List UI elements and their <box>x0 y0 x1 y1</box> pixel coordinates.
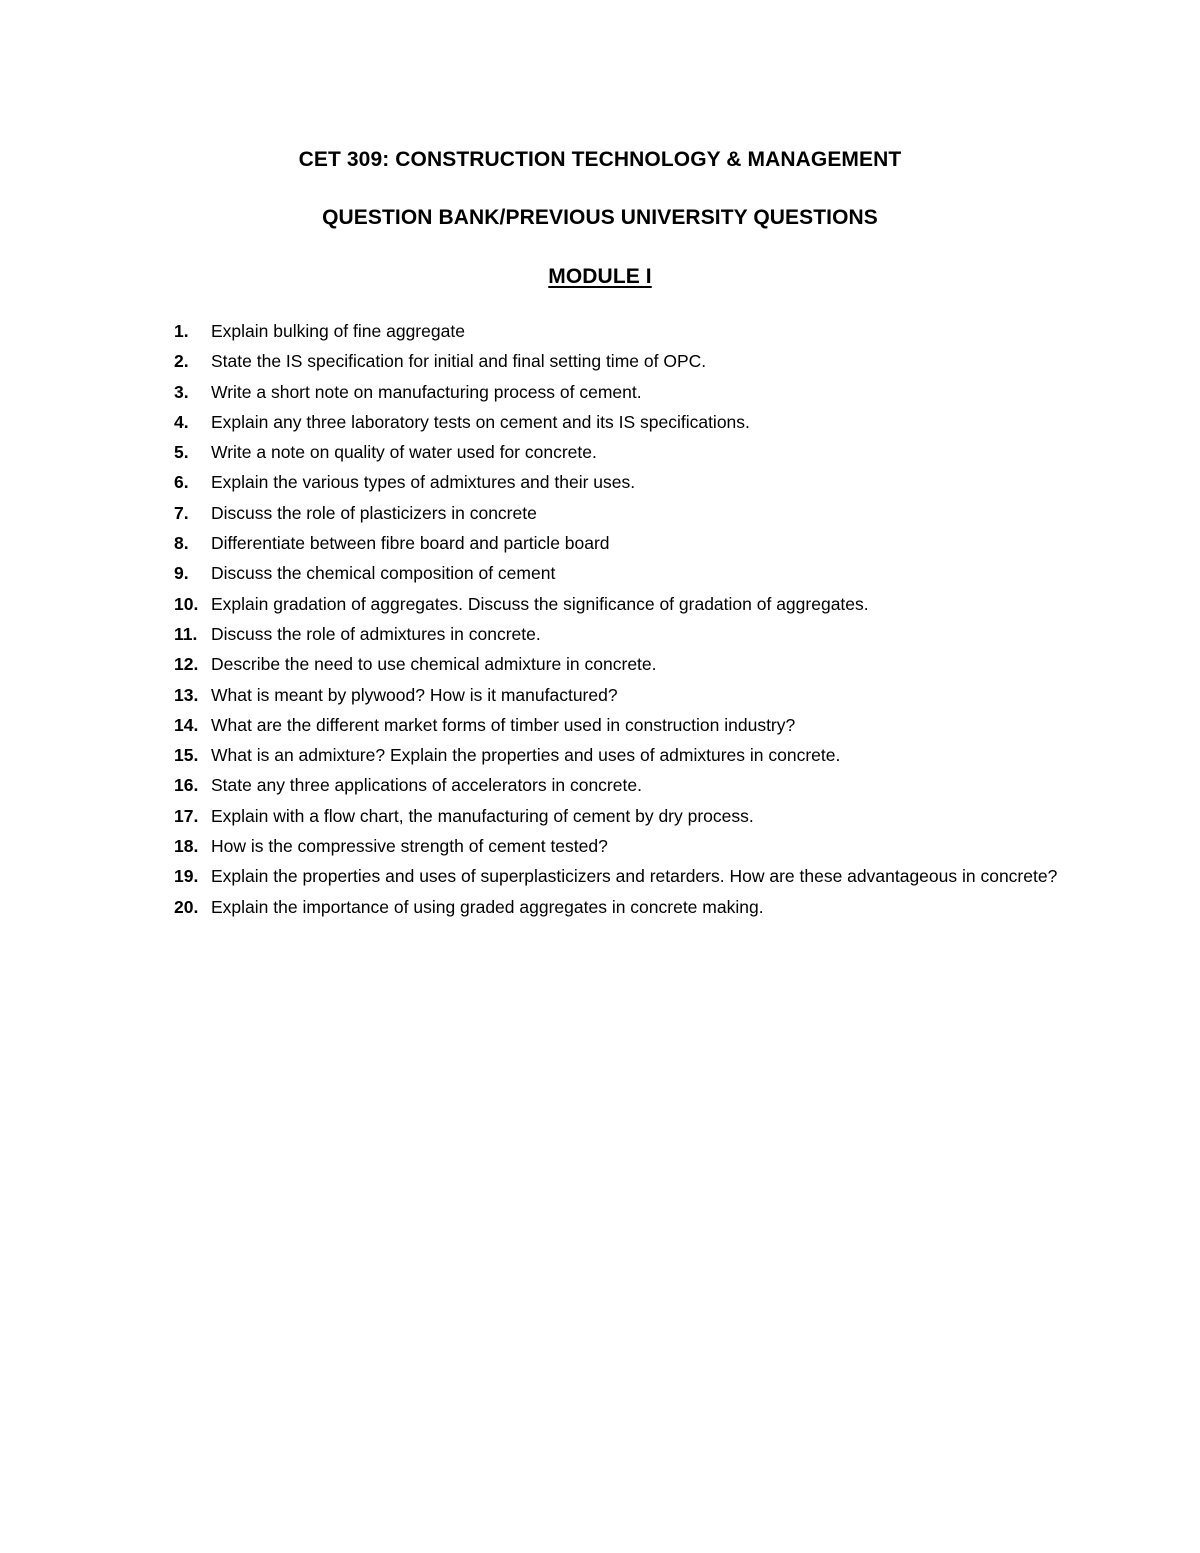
question-item <box>174 710 1074 740</box>
question-number: 3. <box>174 381 189 402</box>
question-text: State the IS specification for initial and final setting time of OPC. <box>211 351 707 372</box>
question-text: Discuss the role of plasticizers in concrete <box>211 502 537 523</box>
question-text: How is the compressive strength of cement tested? <box>211 836 608 857</box>
question-item <box>174 680 1074 710</box>
question-text: Discuss the chemical composition of cement <box>211 563 556 584</box>
question-number: 14. <box>174 714 199 735</box>
question-number: 1. <box>174 321 189 341</box>
course-title: CET 309: CONSTRUCTION TECHNOLOGY & MANAGEMENT <box>298 148 902 171</box>
question-text: Explain with a flow chart, the manufacturing of cement by dry process. <box>211 805 754 826</box>
question-item <box>174 316 1074 346</box>
question-text: Explain any three laboratory tests on cement and its IS specifications. <box>211 411 750 432</box>
question-item <box>174 407 1074 437</box>
question-number: 13. <box>174 684 199 705</box>
question-number: 10. <box>174 593 199 614</box>
question-item <box>174 589 1074 619</box>
question-text: Describe the need to use chemical admixture in concrete. <box>211 654 657 675</box>
question-number: 20. <box>174 896 199 917</box>
question-number: 7. <box>174 502 189 523</box>
question-item <box>174 649 1074 679</box>
question-item <box>174 861 1074 891</box>
question-number: 16. <box>174 775 199 796</box>
question-bank-title: QUESTION BANK/PREVIOUS UNIVERSITY QUESTIONS <box>322 206 878 229</box>
question-number: 18. <box>174 836 199 857</box>
question-text: Explain the properties and uses of superplasticizers and retarders. How are these advantageous in concrete? <box>211 866 1058 887</box>
question-item <box>174 498 1074 528</box>
question-number: 2. <box>174 351 189 372</box>
question-text: Differentiate between fibre board and particle board <box>211 533 610 554</box>
question-number: 6. <box>174 472 189 493</box>
question-number: 9. <box>174 563 189 584</box>
question-item <box>174 437 1074 467</box>
question-text: What are the different market forms of timber used in construction industry? <box>211 714 796 735</box>
question-text: Explain bulking of fine aggregate <box>211 321 465 341</box>
question-text: Write a short note on manufacturing process of cement. <box>211 381 642 402</box>
question-text: Discuss the role of admixtures in concrete. <box>211 623 541 644</box>
question-number: 15. <box>174 745 199 766</box>
question-item <box>174 346 1074 376</box>
question-item <box>174 467 1074 497</box>
question-text: Write a note on quality of water used for concrete. <box>211 442 597 463</box>
question-item <box>174 558 1074 588</box>
question-item <box>174 528 1074 558</box>
question-text: Explain the importance of using graded aggregates in concrete making. <box>211 896 764 917</box>
question-number: 8. <box>174 533 189 554</box>
question-text: State any three applications of accelerators in concrete. <box>211 775 642 796</box>
question-item <box>174 377 1074 407</box>
question-item <box>174 619 1074 649</box>
question-number: 12. <box>174 654 199 675</box>
question-item <box>174 892 1074 922</box>
question-item <box>174 770 1074 800</box>
question-item <box>174 831 1074 861</box>
question-text: Explain the various types of admixtures and their uses. <box>211 472 636 493</box>
question-number: 11. <box>174 623 198 644</box>
question-item <box>174 801 1074 831</box>
question-text: What is an admixture? Explain the properties and uses of admixtures in concrete. <box>211 745 841 766</box>
question-number: 17. <box>174 805 199 826</box>
question-number: 4. <box>174 411 189 432</box>
question-item <box>174 740 1074 770</box>
module-title: MODULE I <box>548 265 652 288</box>
question-number: 5. <box>174 442 189 463</box>
question-list <box>174 316 1074 922</box>
question-text: Explain gradation of aggregates. Discuss the significance of gradation of aggregates. <box>211 593 869 614</box>
question-number: 19. <box>174 866 199 887</box>
question-text: What is meant by plywood? How is it manufactured? <box>211 684 618 705</box>
